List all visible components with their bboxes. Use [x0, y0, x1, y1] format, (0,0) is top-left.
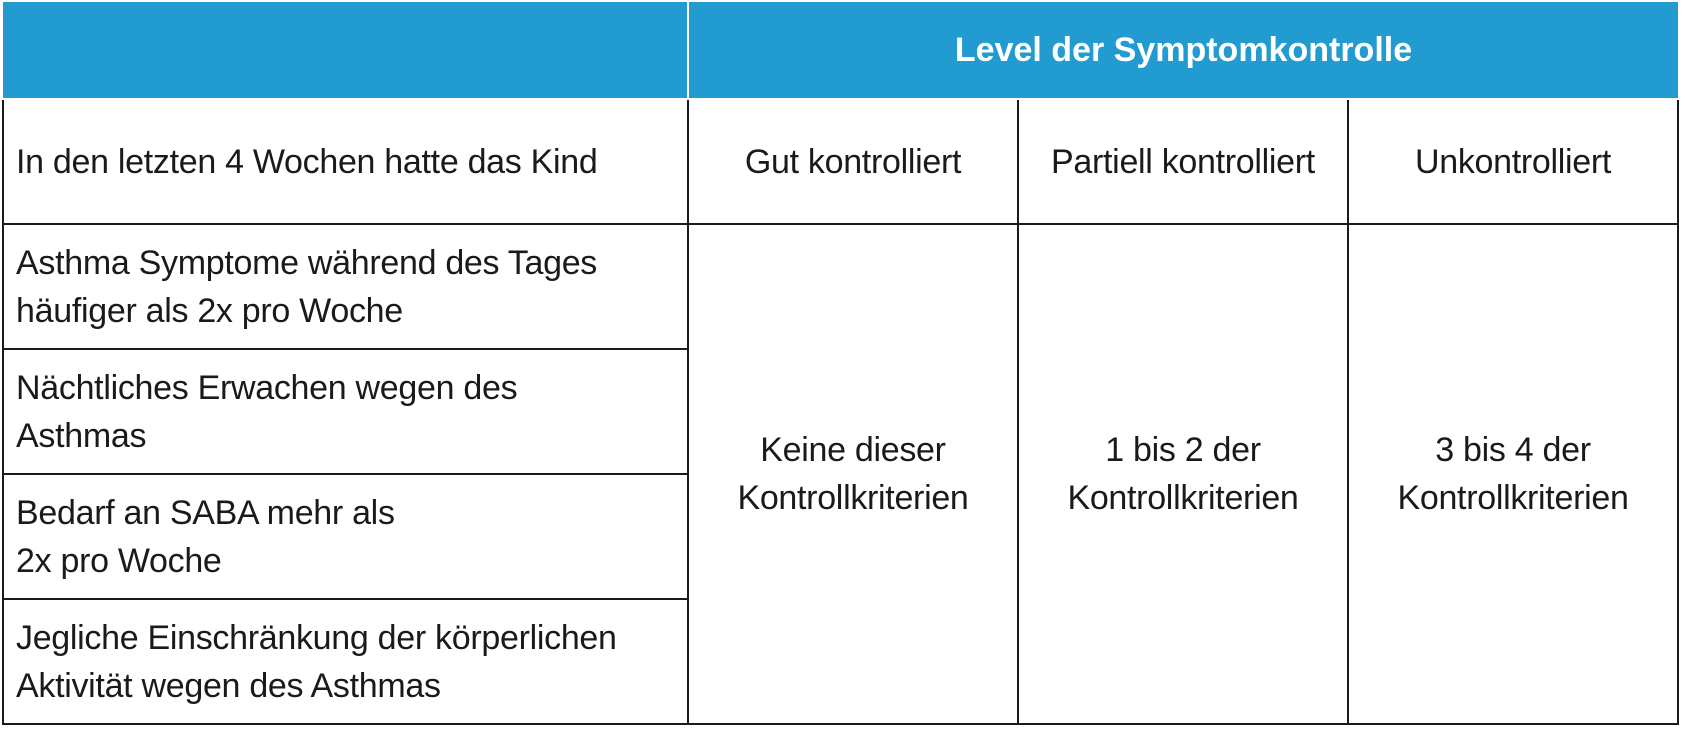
symptom-control-table	[2, 2, 1679, 725]
criterion-line: Aktivität wegen des Asthmas	[16, 666, 441, 705]
outcome-good	[688, 224, 1018, 724]
table-row	[3, 224, 1678, 349]
outcome-line: Keine dieser	[760, 431, 946, 469]
column-heading-good: Gut kontrolliert	[688, 99, 1018, 224]
column-heading-partial: Partiell kontrolliert	[1018, 99, 1348, 224]
criterion-cell	[3, 599, 688, 724]
criterion-line: häufiger als 2x pro Woche	[16, 291, 403, 330]
criterion-line: Nächtliches Erwachen wegen des	[16, 368, 518, 407]
outcome-line: 1 bis 2 der	[1105, 431, 1261, 469]
criterion-line: 2x pro Woche	[16, 541, 222, 580]
criterion-line: Bedarf an SABA mehr als	[16, 493, 395, 532]
header-title: Level der Symptomkontrolle	[688, 2, 1678, 99]
outcome-partial	[1018, 224, 1348, 724]
intro-label: In den letzten 4 Wochen hatte das Kind	[3, 99, 688, 224]
criterion-cell	[3, 349, 688, 474]
criterion-cell	[3, 474, 688, 599]
outcome-line: Kontrollkriterien	[1397, 479, 1629, 517]
outcome-line: Kontrollkriterien	[1067, 479, 1299, 517]
outcome-line: Kontrollkriterien	[737, 479, 969, 517]
column-heading-uncontrolled: Unkontrolliert	[1348, 99, 1678, 224]
outcome-uncontrolled	[1348, 224, 1678, 724]
criterion-line: Asthmas	[16, 416, 147, 455]
criterion-line: Asthma Symptome während des Tages	[16, 243, 597, 282]
criterion-line: Jegliche Einschränkung der körperlichen	[16, 618, 617, 657]
intro-row	[3, 99, 1678, 224]
table-header-row	[3, 2, 1678, 99]
criterion-cell	[3, 224, 688, 349]
outcome-line: 3 bis 4 der	[1435, 431, 1591, 469]
header-empty-cell	[3, 2, 688, 99]
symptom-control-table-wrapper	[2, 2, 1679, 725]
